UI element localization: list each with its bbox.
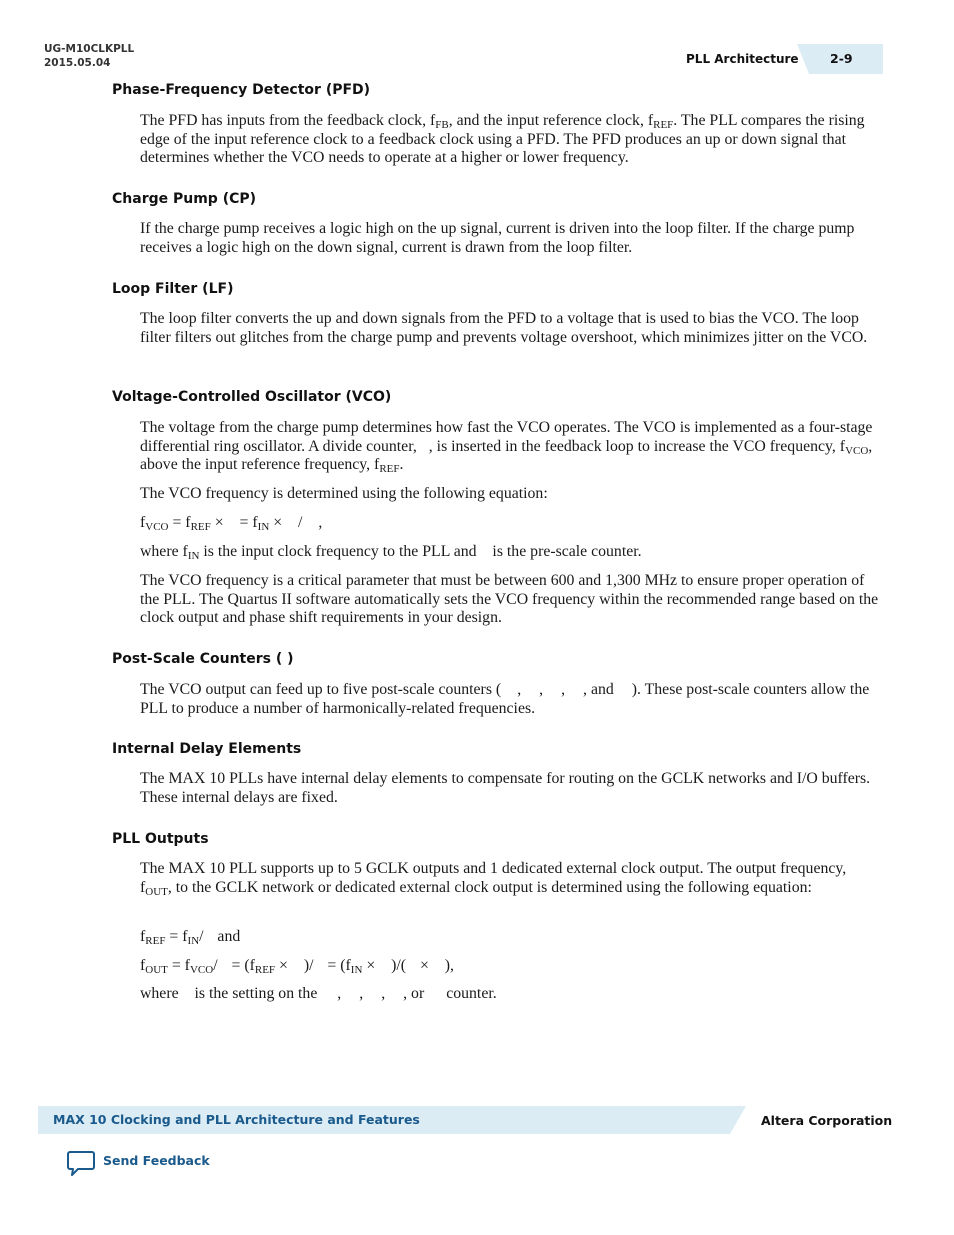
paragraph-vco-range: The VCO frequency is a critical parameter that must be between 600 and 1,300 MHz to ensure proper operation of the PLL. The Quartus II software automatically sets the VCO frequency within the recommended range based on the clock output and phase shift requirements in your design. <box>140 572 879 627</box>
heading-pfd: Phase-Frequency Detector (PFD) <box>112 82 371 98</box>
feedback-icon[interactable] <box>66 1150 96 1178</box>
send-feedback-link[interactable]: Send Feedback <box>103 1153 210 1168</box>
paragraph-loop-filter: The loop filter converts the up and down signals from the PFD to a voltage that is used to bias the VCO. The loop filter filters out glitches from the charge pump and prevents voltage overshoot, which minimizes jitter on the VCO. <box>140 310 868 346</box>
paragraph-pll-outputs-where: where is the setting on the , , , , or counter. <box>140 985 497 1002</box>
paragraph-charge-pump: If the charge pump receives a logic high on the up signal, current is driven into the loop filter. If the charge pump receives a logic high on the down signal, current is drawn from the loop filter. <box>140 220 855 256</box>
document-id-block <box>44 43 134 70</box>
document-date: 2015.05.04 <box>44 56 111 69</box>
heading-internal-delay-elements: Internal Delay Elements <box>112 741 302 757</box>
running-section-title: PLL Architecture <box>686 52 799 66</box>
paragraph-internal-delay-elements: The MAX 10 PLLs have internal delay elements to compensate for routing on the GCLK networks and I/O buffers. These internal delays are fixed. <box>140 770 871 806</box>
heading-loop-filter: Loop Filter (LF) <box>112 281 234 297</box>
paragraph-pfd: The PFD has inputs from the feedback clock, $f_{FB}$, and the input reference clock, $f_{REF}$. The PLL compares the rising edge of the input reference clock to a feedback clock using a PFD. The PFD produces an up or down signal that determines whether the VCO needs to operate at a higher or lower frequency. <box>140 112 865 167</box>
heading-vco: Voltage-Controlled Oscillator (VCO) <box>112 389 392 405</box>
paragraph-vco-where: where $f_{IN}$ is the input clock frequency to the PLL and is the pre-scale counter. <box>140 543 642 562</box>
equation-fref: $f_{REF} = f_{IN}/$ and <box>140 928 241 947</box>
footer-document-title-link[interactable]: MAX 10 Clocking and PLL Architecture and Features <box>53 1112 420 1127</box>
equation-vco: $f_{VCO} = f_{REF}$ × = $f_{IN}$ × / , <box>140 514 323 533</box>
paragraph-vco-intro: The voltage from the charge pump determines how fast the VCO operates. The VCO is implemented as a four-stage differential ring oscillator. A divide counter, , is inserted in the feedback loop to increase the VCO frequency, $f_{VCO}$, above the input reference frequency, $f_{REF}$. <box>140 419 873 476</box>
heading-post-scale-counters: Post-Scale Counters ( ) <box>112 651 294 667</box>
equation-fout: $f_{OUT} = f_{VCO}/ = (f_{REF}$ × )/ = ($f_{IN}$ × )/( × ), <box>140 957 454 976</box>
paragraph-vco-equation-intro: The VCO frequency is determined using the following equation: <box>140 485 548 502</box>
paragraph-post-scale-counters: The VCO output can feed up to five post-scale counters ( , , , , and ). These post-scale counters allow the PLL to produce a number of harmonically-related frequencies. <box>140 681 870 717</box>
paragraph-pll-outputs: The MAX 10 PLL supports up to 5 GCLK outputs and 1 dedicated external clock output. The output frequency, $f_{OUT}$, to the GCLK network or dedicated external clock output is determined using the following equation: <box>140 860 847 898</box>
document-id: UG-M10CLKPLL <box>44 43 135 55</box>
page-number: 2-9 <box>830 51 853 66</box>
footer-corporation: Altera Corporation <box>761 1113 893 1128</box>
heading-pll-outputs: PLL Outputs <box>112 831 209 847</box>
heading-charge-pump: Charge Pump (CP) <box>112 191 257 207</box>
